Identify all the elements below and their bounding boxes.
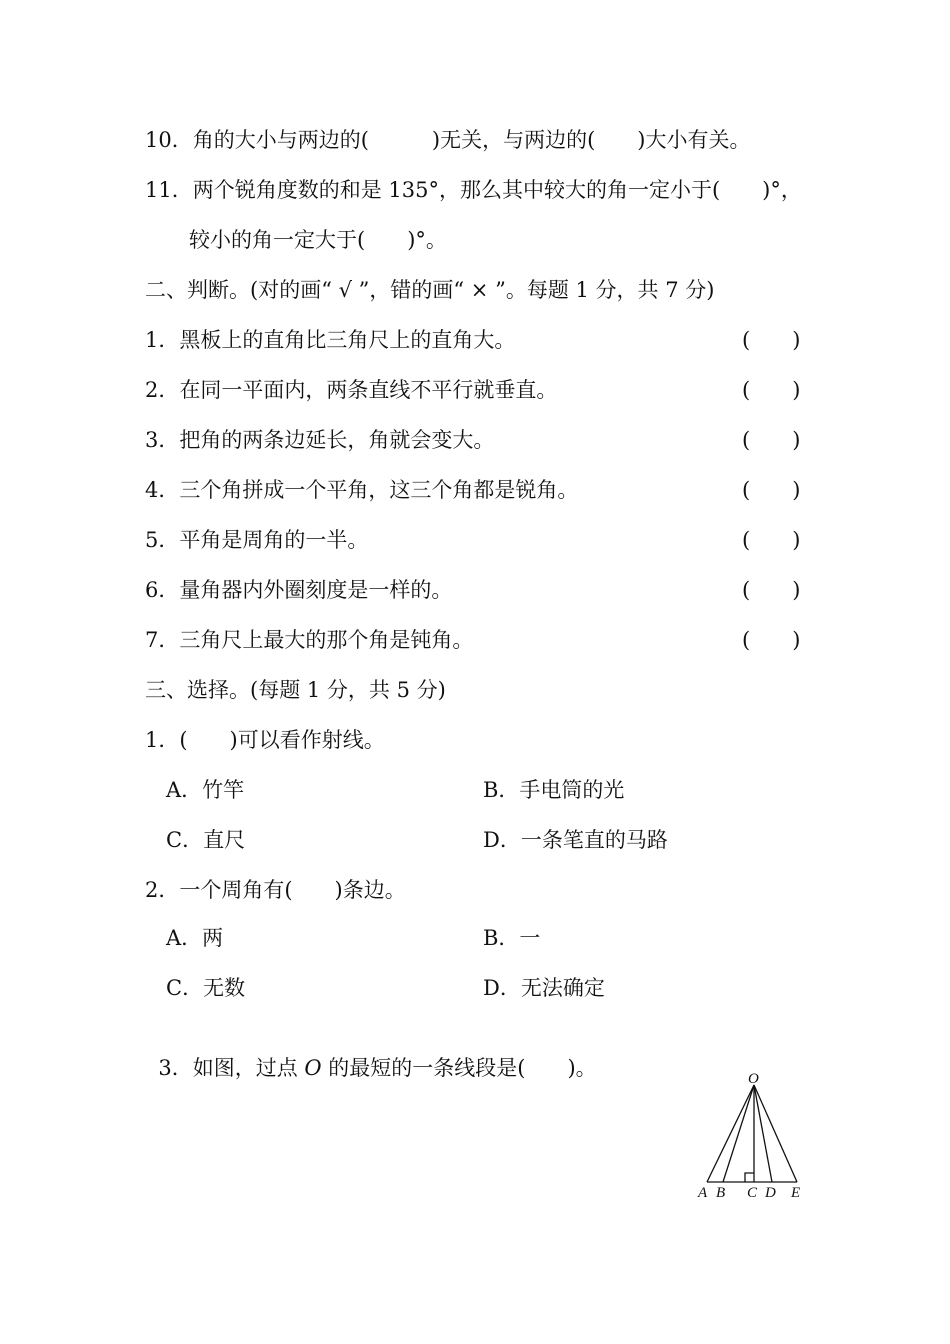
segment-od xyxy=(754,1085,772,1182)
judge-item-2: 2．在同一平面内，两条直线不平行就垂直。 xyxy=(145,378,558,402)
label-d: D xyxy=(765,1185,776,1201)
choice-q3-point-o: O xyxy=(304,1056,322,1080)
choice-q1-option-c[interactable]: C．直尺 xyxy=(166,828,246,852)
question-11-line1: 11．两个锐角度数的和是 135°，那么其中较大的角一定小于( )°， xyxy=(145,178,802,202)
judge-section-header: 二、判断。(对的画“ √ ”，错的画“ × ”。每题 1 分，共 7 分) xyxy=(145,278,715,302)
label-b: B xyxy=(716,1185,726,1201)
judge-answer-5[interactable]: ( ) xyxy=(742,528,801,552)
judge-answer-1[interactable]: ( ) xyxy=(742,328,801,352)
judge-answer-3[interactable]: ( ) xyxy=(742,428,801,452)
choice-q2-option-a[interactable]: A．两 xyxy=(166,926,224,950)
choice-q1-option-b[interactable]: B．手电筒的光 xyxy=(483,778,625,802)
geometry-figure xyxy=(690,1065,820,1205)
choice-q3-stem-post: 的最短的一条线段是( )。 xyxy=(321,1056,597,1080)
judge-answer-4[interactable]: ( ) xyxy=(742,478,801,502)
choice-q2-stem: 2．一个周角有( )条边。 xyxy=(145,878,406,902)
choice-q1-option-a[interactable]: A．竹竿 xyxy=(166,778,245,802)
choice-q3-stem xyxy=(145,1023,597,1080)
segment-oe xyxy=(754,1085,797,1182)
choice-q2-option-d[interactable]: D．无法确定 xyxy=(483,976,605,1000)
choice-q1-option-d[interactable]: D．一条笔直的马路 xyxy=(483,828,668,852)
choice-q1-stem: 1．( )可以看作射线。 xyxy=(145,728,385,752)
judge-item-4: 4．三个角拼成一个平角，这三个角都是锐角。 xyxy=(145,478,579,502)
judge-item-5: 5．平角是周角的一半。 xyxy=(145,528,369,552)
judge-answer-6[interactable]: ( ) xyxy=(742,578,801,602)
judge-item-3: 3．把角的两条边延长，角就会变大。 xyxy=(145,428,495,452)
question-11-line2: 较小的角一定大于( )°。 xyxy=(189,228,447,252)
choice-q2-option-b[interactable]: B．一 xyxy=(483,926,541,950)
question-10: 10．角的大小与两边的( )无关，与两边的( )大小有关。 xyxy=(145,128,751,152)
label-c: C xyxy=(747,1185,758,1201)
judge-item-6: 6．量角器内外圈刻度是一样的。 xyxy=(145,578,453,602)
choice-q3-stem-pre: 3．如图，过点 xyxy=(158,1056,305,1080)
choice-section-header: 三、选择。(每题 1 分，共 5 分) xyxy=(145,678,446,702)
right-angle-mark xyxy=(745,1173,754,1182)
judge-answer-2[interactable]: ( ) xyxy=(742,378,801,402)
label-o: O xyxy=(748,1071,759,1087)
judge-item-7: 7．三角尺上最大的那个角是钝角。 xyxy=(145,628,474,652)
judge-answer-7[interactable]: ( ) xyxy=(742,628,801,652)
judge-item-1: 1．黑板上的直角比三角尺上的直角大。 xyxy=(145,328,516,352)
segment-oa xyxy=(707,1085,754,1182)
segment-ob xyxy=(723,1085,754,1182)
choice-q2-option-c[interactable]: C．无数 xyxy=(166,976,246,1000)
label-a: A xyxy=(698,1185,708,1201)
label-e: E xyxy=(791,1185,801,1201)
